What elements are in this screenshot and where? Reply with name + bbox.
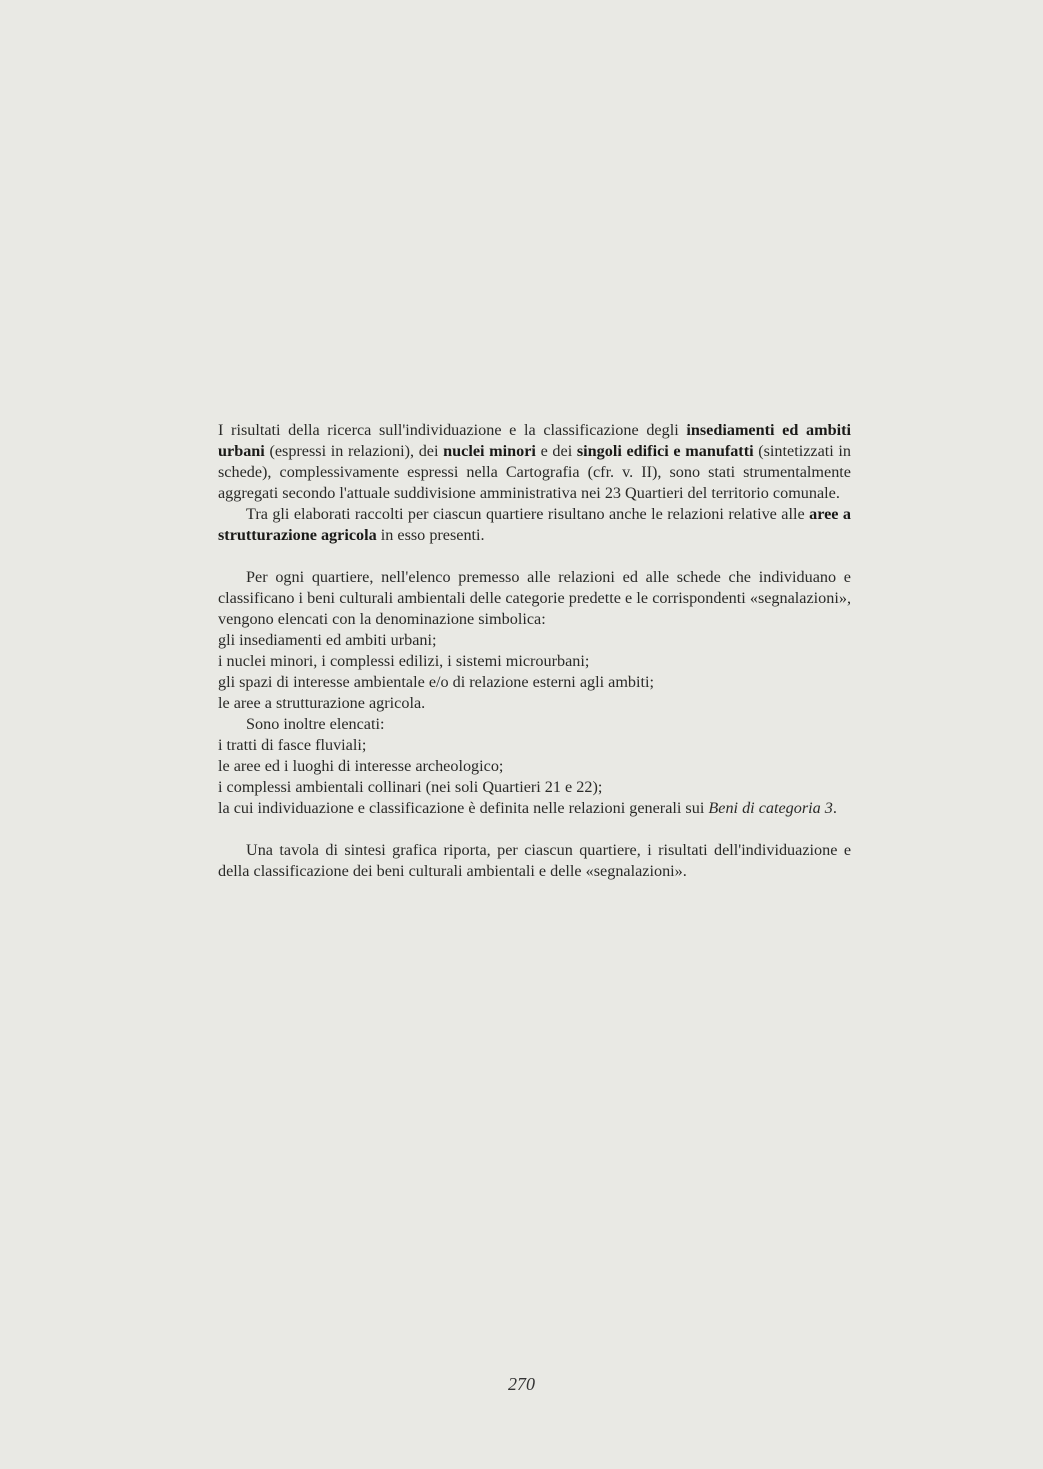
also-listed-text: Sono inoltre elencati: <box>246 715 385 733</box>
page-number: 270 <box>508 1374 535 1394</box>
bold-term: aree a strutturazione agricola <box>218 505 851 544</box>
body-text <box>218 420 851 882</box>
paragraph-2: Tra gli elaborati raccolti per ciascun quartiere risultano anche le relazioni relative alle aree a strutturazione agricola in esso presenti. <box>218 505 851 544</box>
list-item: gli spazi di interesse ambientale e/o di relazione esterni agli ambiti; <box>218 673 655 691</box>
paragraph-3: Per ogni quartiere, nell'elenco premesso alle relazioni ed alle schede che individuano e classificano i beni culturali ambientali delle categorie predette e le corrispondenti «segnalazioni», vengono elencati con la denominazione simbolica: <box>218 568 851 628</box>
bold-term: singoli edifici e manufatti <box>576 442 754 460</box>
list-item: i complessi ambientali collinari (nei soli Quartieri 21 e 22); <box>218 778 603 796</box>
list-item: le aree ed i luoghi di interesse archeologico; <box>218 757 504 775</box>
list-item: i tratti di fasce fluviali; <box>218 736 367 754</box>
bold-term: nuclei minori <box>443 442 536 460</box>
paragraph-4: Una tavola di sintesi grafica riporta, per ciascun quartiere, i risultati dell'individuazione e della classificazione dei beni culturali ambientali e delle «segnalazioni». <box>218 841 851 880</box>
italic-reference: Beni di categoria 3 <box>708 799 833 817</box>
list-item: i nuclei minori, i complessi edilizi, i sistemi microurbani; <box>218 652 590 670</box>
paragraph-1: I risultati della ricerca sull'individuazione e la classificazione degli insediamenti ed ambiti urbani (espressi in relazioni), dei nuclei minori e dei singoli edifici e manufatti (sintetizzati in schede), complessivamente espressi nella Cartografia (cfr. v. II), sono stati strumentalmente aggregati secondo l'attuale suddivisione amministrativa nei 23 Quartieri del territorio comunale. <box>218 421 851 502</box>
list-item: gli insediamenti ed ambiti urbani; <box>218 631 437 649</box>
bold-term: insediamenti ed ambiti urbani <box>218 421 851 460</box>
closing-line: la cui individuazione e classificazione è definita nelle relazioni generali sui Beni di categoria 3. <box>218 799 837 817</box>
list-item: le aree a strutturazione agricola. <box>218 694 426 712</box>
